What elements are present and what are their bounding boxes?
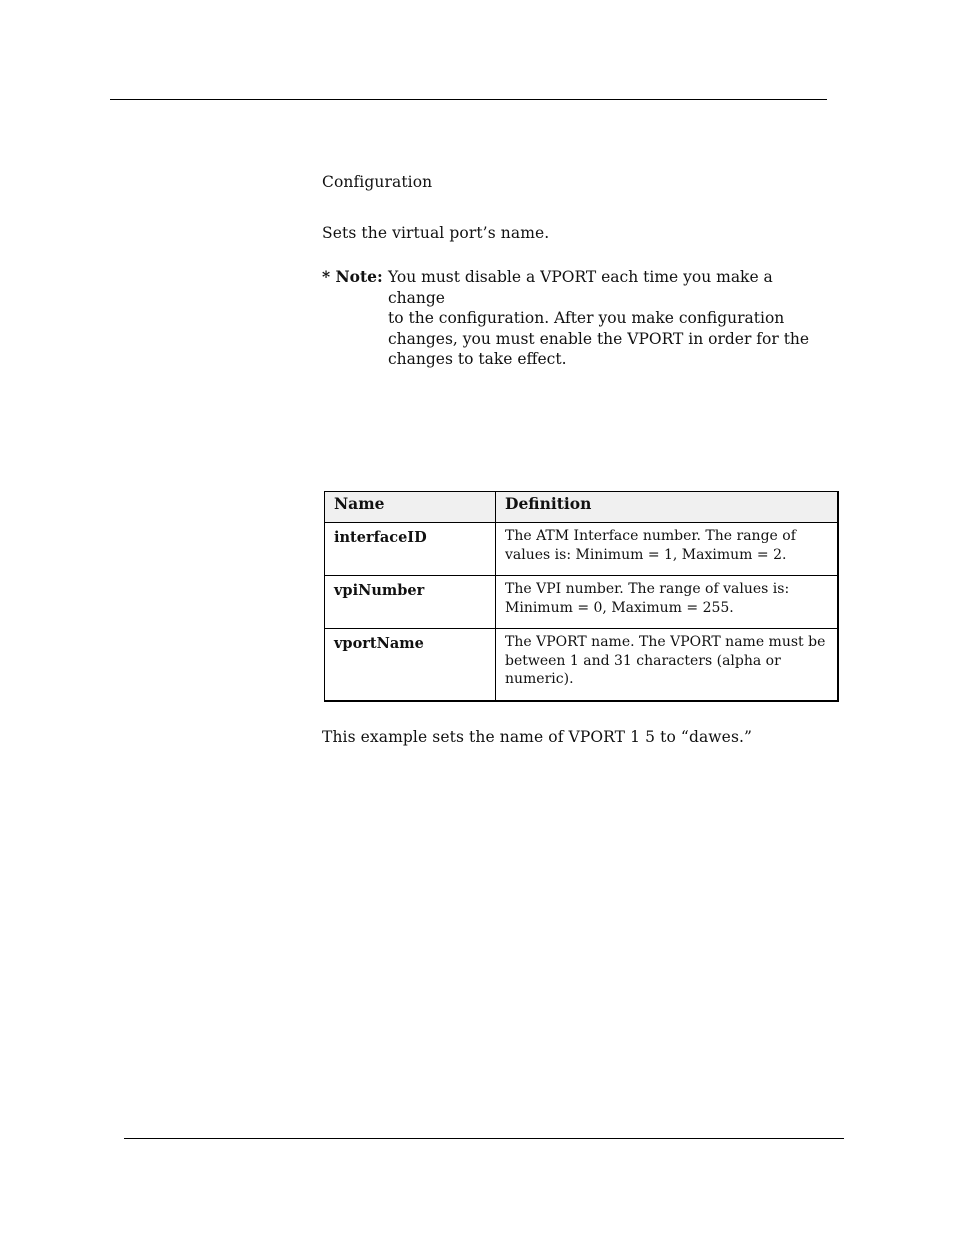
bottom-rule: [124, 1138, 844, 1139]
definition-line: The VPI number. The range of values is:: [505, 581, 790, 597]
definition-line: between 1 and 31 characters (alpha or: [505, 652, 781, 669]
column-header-definition: Definition: [496, 492, 839, 523]
command-description: Sets the virtual port’s name.: [322, 224, 550, 242]
note-line: to the configuration. After you make configuration: [388, 309, 785, 327]
definition-line: Minimum = 0, Maximum = 255.: [505, 599, 734, 616]
column-header-name: Name: [325, 492, 496, 523]
param-definition: [496, 576, 839, 629]
mode-label: Configuration: [322, 173, 433, 191]
note-line: You must disable a VPORT each time you make a change: [388, 268, 773, 307]
example-text: This example sets the name of VPORT 1 5 to “dawes.”: [322, 728, 753, 746]
definition-line: The VPORT name. The VPORT name must be: [505, 634, 826, 650]
note-line: changes, you must enable the VPORT in order for the: [388, 329, 810, 348]
table-row: [325, 629, 839, 701]
note-label: * Note:: [322, 267, 383, 286]
table-row: [325, 576, 839, 629]
parameters-table: [324, 491, 839, 702]
param-name: interfaceID: [325, 523, 496, 576]
param-name: vpiNumber: [325, 576, 496, 629]
note-line: changes to take effect.: [388, 350, 567, 368]
table-header-row: [325, 492, 839, 523]
note-body: [388, 267, 828, 370]
top-rule: [110, 99, 827, 100]
param-definition: [496, 523, 839, 576]
table-row: [325, 523, 839, 576]
definition-line: numeric).: [505, 671, 574, 687]
param-definition: [496, 629, 839, 701]
param-name: vportName: [325, 629, 496, 701]
definition-line: values is: Minimum = 1, Maximum = 2.: [505, 546, 787, 563]
definition-line: The ATM Interface number. The range of: [505, 528, 796, 544]
